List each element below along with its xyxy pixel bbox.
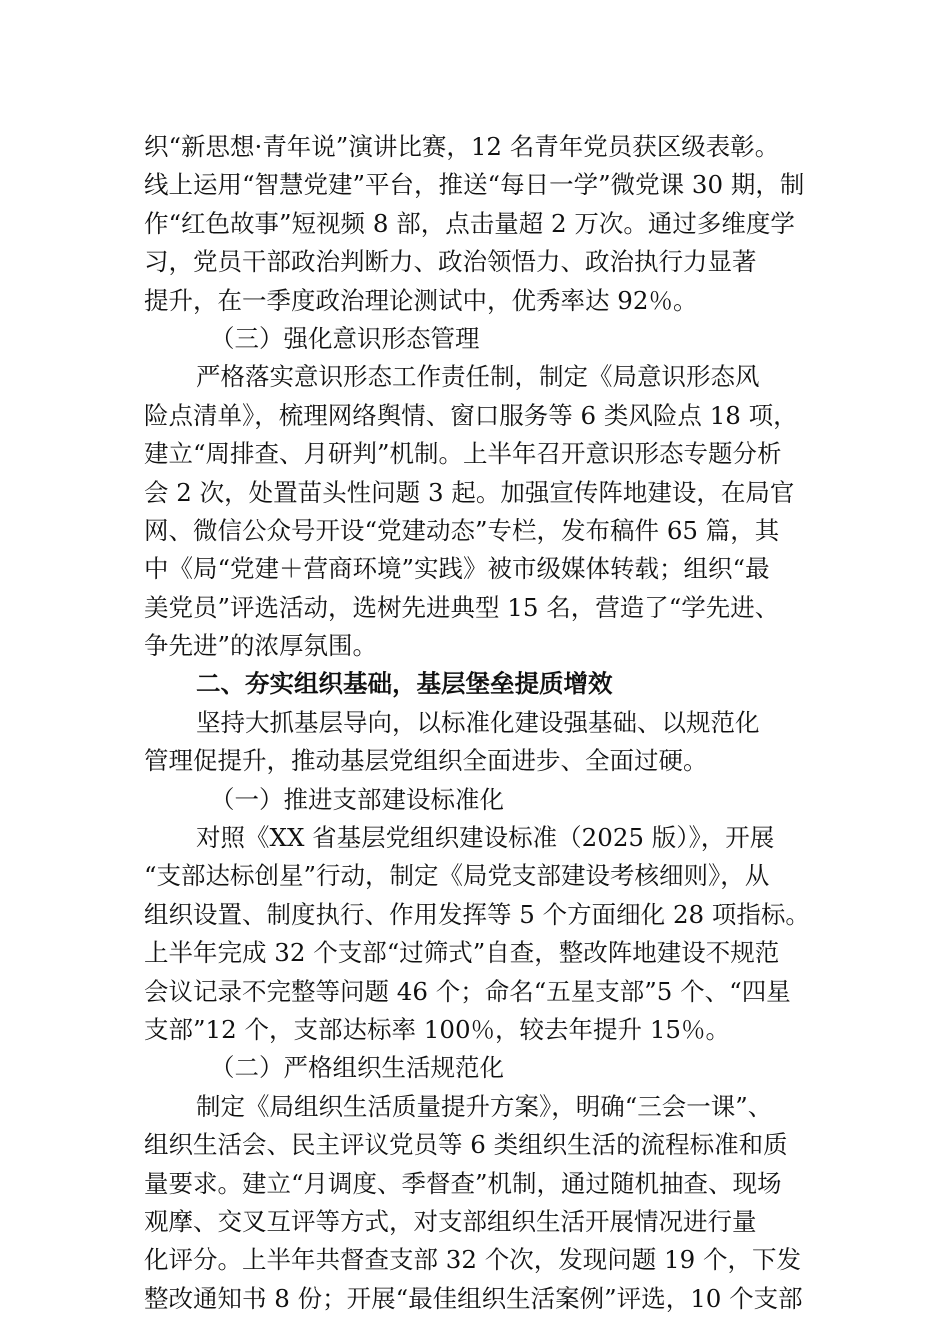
paragraph-line: 观摩、交叉互评等方式，对支部组织生活开展情况进行量 [144, 1206, 757, 1236]
paragraph-line: 整改通知书 8 份；开展“最佳组织生活案例”评选，10 个支部 [144, 1283, 803, 1313]
paragraph-line: 坚持大抓基层导向，以标准化建设强基础、以规范化 [196, 707, 760, 737]
document-body [144, 128, 814, 1318]
paragraph-line: 严格落实意识形态工作责任制，制定《局意识形态风 [196, 362, 760, 392]
paragraph-line: 对照《XX 省基层党组织建设标准（2025 版）》，开展 [196, 823, 775, 853]
subsection-heading: （一）推进支部建设标准化 [210, 784, 504, 814]
paragraph-line: 制定《局组织生活质量提升方案》，明确“三会一课”、 [196, 1091, 773, 1121]
paragraph-line: 支部”12 个，支部达标率 100％，较去年提升 15％。 [144, 1014, 731, 1044]
paragraph-line: “支部达标创星”行动，制定《局党支部建设考核细则》，从 [144, 861, 770, 891]
paragraph-line: 中《局“党建＋营商环境”实践》被市级媒体转载；组织“最 [144, 554, 770, 584]
subsection-heading: （二）严格组织生活规范化 [210, 1053, 504, 1083]
paragraph-line: 量要求。建立“月调度、季督查”机制，通过随机抽查、现场 [144, 1168, 782, 1198]
paragraph-line: 管理促提升，推动基层党组织全面进步、全面过硬。 [144, 746, 708, 776]
paragraph-line: 织“新思想·青年说”演讲比赛，12 名青年党员获区级表彰。 [144, 132, 780, 161]
paragraph-line: 网、微信公众号开设“党建动态”专栏，发布稿件 65 篇，其 [144, 515, 780, 545]
paragraph-line: 险点清单》，梳理网络舆情、窗口服务等 6 类风险点 18 项， [144, 400, 798, 430]
section-heading: 二、夯实组织基础，基层堡垒提质增效 [196, 669, 613, 699]
paragraph-line: 作“红色故事”短视频 8 部，点击量超 2 万次。通过多维度学 [144, 208, 795, 238]
paragraph-line: 线上运用“智慧党建”平台，推送“每日一学”微党课 30 期，制 [144, 170, 805, 200]
paragraph-line: 提升，在一季度政治理论测试中，优秀率达 92％。 [144, 285, 698, 315]
paragraph-line: 组织生活会、民主评议党员等 6 类组织生活的流程标准和质 [144, 1130, 788, 1160]
paragraph-line: 争先进”的浓厚氛围。 [144, 631, 378, 661]
paragraph-line: 组织设置、制度执行、作用发挥等 5 个方面细化 28 项指标。 [144, 899, 810, 929]
subsection-heading: （三）强化意识形态管理 [210, 323, 480, 353]
paragraph-line: 化评分。上半年共督查支部 32 个次，发现问题 19 个，下发 [144, 1245, 801, 1275]
paragraph-line: 会议记录不完整等问题 46 个；命名“五星支部”5 个、“四星 [144, 976, 791, 1006]
paragraph-line: 上半年完成 32 个支部“过筛式”自查，整改阵地建设不规范 [144, 938, 780, 968]
paragraph-line: 建立“周排查、月研判”机制。上半年召开意识形态专题分析 [144, 439, 782, 469]
paragraph-line: 美党员”评选活动，选树先进典型 15 名，营造了“学先进、 [144, 592, 780, 622]
paragraph-line: 习，党员干部政治判断力、政治领悟力、政治执行力显著 [144, 247, 757, 277]
paragraph-line: 会 2 次，处置苗头性问题 3 起。加强宣传阵地建设，在局官 [144, 477, 795, 507]
